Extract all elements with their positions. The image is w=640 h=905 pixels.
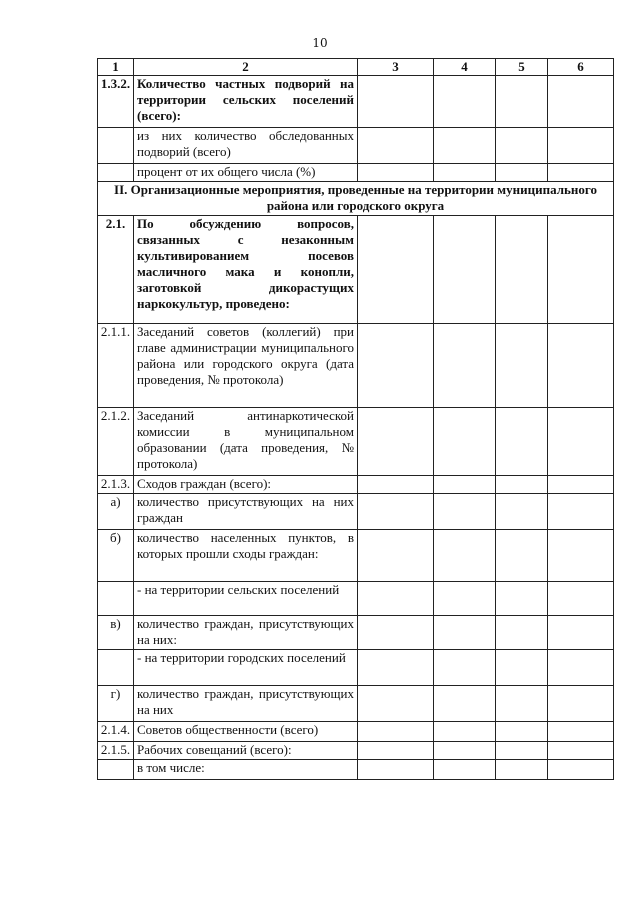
value-cell-col-3[interactable] [358,650,434,686]
row-number: г) [98,686,134,722]
value-cell-col-5[interactable] [496,686,548,722]
value-cell-col-6[interactable] [548,616,614,650]
value-cell-col-3[interactable] [358,324,434,408]
col-header-6: 6 [548,59,614,76]
table-row [98,476,614,494]
table-row [98,408,614,476]
col-header-4: 4 [434,59,496,76]
row-description: количество граждан, присутствующих на них [134,686,358,722]
row-description: Сходов граждан (всего): [134,476,358,494]
table-row [98,650,614,686]
value-cell-col-5[interactable] [496,760,548,780]
value-cell-col-6[interactable] [548,408,614,476]
row-description: из них количество обследованных подворий (всего) [134,128,358,164]
value-cell-col-6[interactable] [548,164,614,182]
row-description: По обсуждению вопросов, связанных с незаконным культивированием посевов масличного мака и конопли, заготовкой дикорастущих наркокультур, проведено: [134,216,358,324]
row-description: в том числе: [134,760,358,780]
value-cell-col-3[interactable] [358,722,434,742]
table-row [98,760,614,780]
value-cell-col-6[interactable] [548,494,614,530]
row-description: Заседаний советов (коллегий) при главе администрации муниципального района или городского округа (дата проведения, № протокола) [134,324,358,408]
value-cell-col-4[interactable] [434,760,496,780]
section-row [98,182,614,216]
table-row [98,742,614,760]
value-cell-col-3[interactable] [358,476,434,494]
table-row [98,76,614,128]
row-number: а) [98,494,134,530]
row-number [98,650,134,686]
section-heading: II. Организационные мероприятия, проведенные на территории муниципального района или городского округа [98,182,614,216]
value-cell-col-4[interactable] [434,616,496,650]
value-cell-col-3[interactable] [358,76,434,128]
value-cell-col-3[interactable] [358,530,434,582]
table-body [98,76,614,780]
row-number: 2.1.1. [98,324,134,408]
row-number: 2.1.2. [98,408,134,476]
value-cell-col-5[interactable] [496,324,548,408]
value-cell-col-5[interactable] [496,742,548,760]
row-description: Советов общественности (всего) [134,722,358,742]
value-cell-col-6[interactable] [548,686,614,722]
value-cell-col-6[interactable] [548,582,614,616]
value-cell-col-5[interactable] [496,76,548,128]
value-cell-col-6[interactable] [548,476,614,494]
col-header-2: 2 [134,59,358,76]
table-row [98,216,614,324]
table-row [98,128,614,164]
value-cell-col-4[interactable] [434,476,496,494]
value-cell-col-3[interactable] [358,686,434,722]
table-row [98,616,614,650]
row-number [98,760,134,780]
value-cell-col-4[interactable] [434,128,496,164]
row-description: - на территории городских поселений [134,650,358,686]
page-number: 10 [312,36,328,50]
value-cell-col-4[interactable] [434,722,496,742]
value-cell-col-6[interactable] [548,760,614,780]
row-number: б) [98,530,134,582]
value-cell-col-3[interactable] [358,408,434,476]
value-cell-col-6[interactable] [548,76,614,128]
table-row [98,722,614,742]
value-cell-col-5[interactable] [496,722,548,742]
value-cell-col-4[interactable] [434,408,496,476]
value-cell-col-3[interactable] [358,216,434,324]
table-row [98,494,614,530]
row-number [98,582,134,616]
value-cell-col-5[interactable] [496,530,548,582]
value-cell-col-3[interactable] [358,494,434,530]
value-cell-col-4[interactable] [434,494,496,530]
col-header-5: 5 [496,59,548,76]
row-description: количество населенных пунктов, в которых прошли сходы граждан: [134,530,358,582]
value-cell-col-5[interactable] [496,650,548,686]
value-cell-col-5[interactable] [496,616,548,650]
value-cell-col-4[interactable] [434,216,496,324]
value-cell-col-4[interactable] [434,324,496,408]
row-number: в) [98,616,134,650]
row-description: Рабочих совещаний (всего): [134,742,358,760]
table-row [98,164,614,182]
row-number: 2.1.3. [98,476,134,494]
table-row [98,324,614,408]
value-cell-col-4[interactable] [434,76,496,128]
table-row [98,530,614,582]
table-row [98,582,614,616]
value-cell-col-4[interactable] [434,530,496,582]
row-description: Количество частных подворий на территории сельских поселений (всего): [134,76,358,128]
value-cell-col-4[interactable] [434,650,496,686]
value-cell-col-5[interactable] [496,582,548,616]
row-description: Заседаний антинаркотической комиссии в муниципальном образовании (дата проведения, № протокола) [134,408,358,476]
row-description: количество присутствующих на них граждан [134,494,358,530]
value-cell-col-6[interactable] [548,650,614,686]
value-cell-col-4[interactable] [434,164,496,182]
col-header-1: 1 [98,59,134,76]
value-cell-col-3[interactable] [358,616,434,650]
row-description: процент от их общего числа (%) [134,164,358,182]
table-row [98,686,614,722]
value-cell-col-3[interactable] [358,760,434,780]
value-cell-col-6[interactable] [548,324,614,408]
value-cell-col-3[interactable] [358,164,434,182]
col-header-3: 3 [358,59,434,76]
value-cell-col-5[interactable] [496,476,548,494]
value-cell-col-3[interactable] [358,582,434,616]
value-cell-col-5[interactable] [496,216,548,324]
value-cell-col-4[interactable] [434,686,496,722]
value-cell-col-6[interactable] [548,128,614,164]
row-number: 1.3.2. [98,76,134,128]
row-description: - на территории сельских поселений [134,582,358,616]
value-cell-col-5[interactable] [496,408,548,476]
row-number: 2.1. [98,216,134,324]
row-number [98,164,134,182]
row-number [98,128,134,164]
value-cell-col-3[interactable] [358,742,434,760]
value-cell-col-6[interactable] [548,722,614,742]
row-number: 2.1.4. [98,722,134,742]
header-row [98,59,614,76]
value-cell-col-5[interactable] [496,128,548,164]
row-number: 2.1.5. [98,742,134,760]
value-cell-col-3[interactable] [358,128,434,164]
value-cell-col-6[interactable] [548,742,614,760]
value-cell-col-6[interactable] [548,216,614,324]
value-cell-col-4[interactable] [434,742,496,760]
row-description: количество граждан, присутствующих на них: [134,616,358,650]
report-table [97,58,614,780]
value-cell-col-5[interactable] [496,164,548,182]
value-cell-col-6[interactable] [548,530,614,582]
value-cell-col-5[interactable] [496,494,548,530]
value-cell-col-4[interactable] [434,582,496,616]
